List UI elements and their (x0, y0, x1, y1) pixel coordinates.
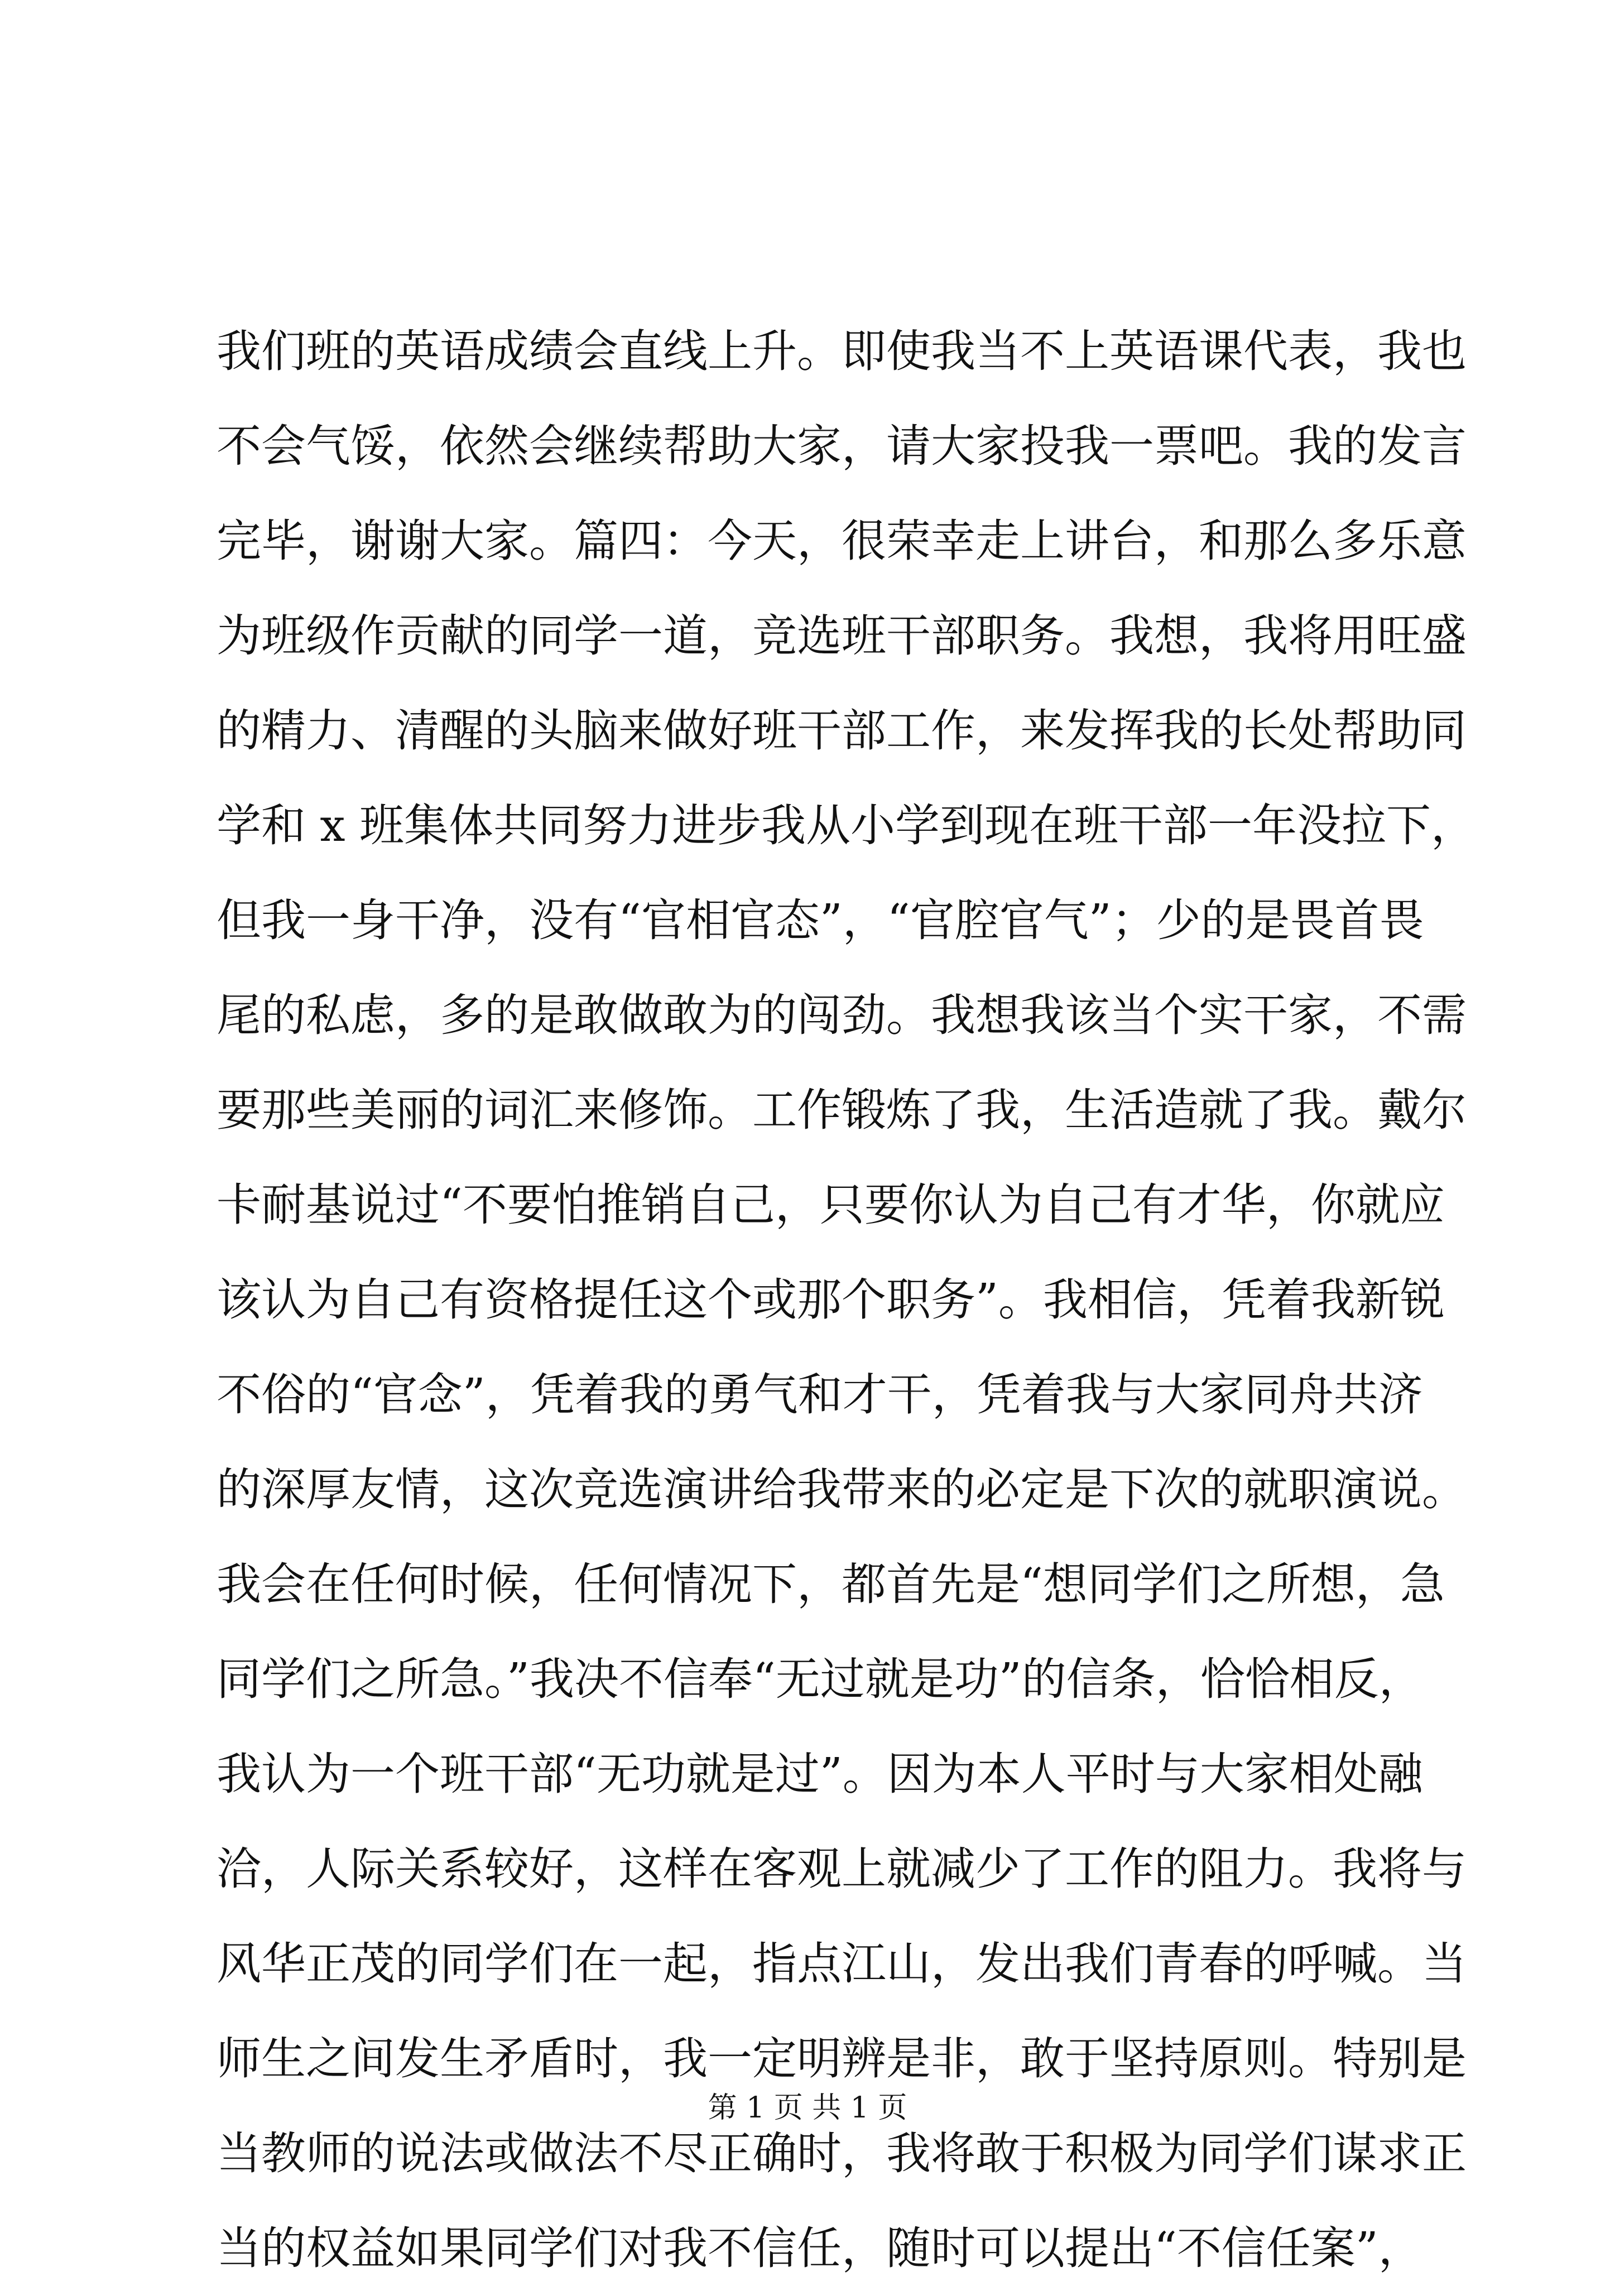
text-line: 该认为自己有资格提任这个或那个职务”。我相信，凭着我新锐 (217, 1274, 1445, 1326)
document-body (217, 304, 1475, 2296)
text-line: 我认为一个班干部“无功就是过”。因为本人平时与大家相处融 (217, 1748, 1423, 1800)
text-line: 要那些美丽的词汇来修饰。工作锻炼了我，生活造就了我。戴尔 (217, 1084, 1467, 1136)
text-line: 当教师的说法或做法不尽正确时，我将敢于积极为同学们谋求正 (217, 2127, 1467, 2179)
text-line: 学和 x 班集体共同努力进步我从小学到现在班干部一年没拉下， (217, 800, 1475, 851)
text-line: 不俗的“官念”，凭着我的勇气和才干，凭着我与大家同舟共济 (217, 1369, 1423, 1421)
text-line: 的深厚友情，这次竞选演讲给我带来的必定是下次的就职演说。 (217, 1464, 1467, 1515)
text-line: 为班级作贡献的同学一道，竞选班干部职务。我想，我将用旺盛 (217, 610, 1467, 662)
text-line: 尾的私虑，多的是敢做敢为的闯劲。我想我该当个实干家，不需 (217, 989, 1467, 1041)
text-line: 师生之间发生矛盾时，我一定明辨是非，敢于坚持原则。特别是 (217, 2033, 1467, 2085)
text-line: 我会在任何时候，任何情况下，都首先是“想同学们之所想，急 (217, 1558, 1445, 1610)
text-line: 洽，人际关系较好，这样在客观上就减少了工作的阻力。我将与 (217, 1843, 1467, 1895)
text-line: 风华正茂的同学们在一起，指点江山，发出我们青春的呼喊。当 (217, 1938, 1467, 1990)
text-line: 卡耐基说过“不要怕推销自己，只要你认为自己有才华，你就应 (217, 1179, 1445, 1231)
text-line: 但我一身干净，没有“官相官态”，“官腔官气”；少的是畏首畏 (217, 894, 1424, 946)
page-number-footer: 第 1 页 共 1 页 (708, 2091, 907, 2125)
text-line: 当的权益如果同学们对我不信任，随时可以提出“不信任案”， (217, 2222, 1423, 2274)
text-line: 不会气馁，依然会继续帮助大家，请大家投我一票吧。我的发言 (217, 420, 1467, 472)
text-line: 同学们之所急。”我决不信奉“无过就是功”的信条，恰恰相反， (217, 1653, 1424, 1705)
text-line: 我们班的英语成绩会直线上升。即使我当不上英语课代表，我也 (217, 325, 1467, 377)
text-line: 完毕，谢谢大家。篇四：今天，很荣幸走上讲台，和那么多乐意 (217, 515, 1467, 567)
text-line: 的精力、清醒的头脑来做好班干部工作，来发挥我的长处帮助同 (217, 705, 1467, 757)
